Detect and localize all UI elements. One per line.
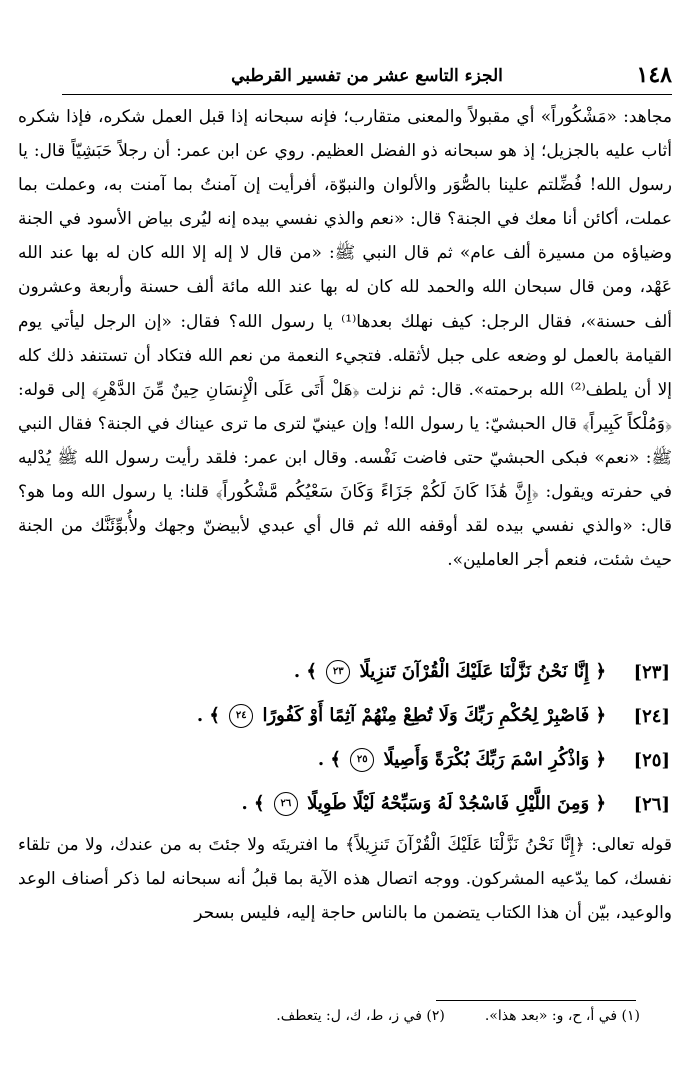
- verse-words: ﴿ وَمِنَ اللَّيْلِ فَاسْجُدْ لَهُ وَسَبِّحْهُ لَيْلًا طَوِيلًا: [307, 793, 606, 814]
- verse-words: ﴿ إِنَّا نَحْنُ نَزَّلْنَا عَلَيْكَ الْقُرْآنَ تَنزِيلًا: [359, 661, 606, 682]
- running-title: الجزء التاسع عشر من تفسير القرطبي: [231, 66, 503, 86]
- verse-words: ﴿ وَاذْكُرِ اسْمَ رَبِّكَ بُكْرَةً وَأَصِيلًا: [383, 749, 606, 770]
- verse-text: [197, 704, 606, 728]
- commentary-paragraph: مجاهد: «مَشْكُوراً» أي مقبولاً والمعنى متقارب؛ فإنه سبحانه إذا قبل العمل شكره، فإذا شكره أثاب عليه بالجزيل؛ إذ هو سبحانه ذو الفضل العظيم. روي عن ابن عمر: أن رجلاً حَبَشِيّاً قال: يا رسول الله! فُضِّلتم علينا بالصُّوَر والألوان والنبوّة، أفرأيت إن آمنتُ بما آمنت به، وعملت بما عملت، أكائن أنا معك في الجنة؟ قال: «نعم والذي نفسي بيده إنه ليُرى بياض الأسود في الجنة وضياؤه من مسيرة ألف عام» ثم قال النبي ﷺ: «من قال لا إله إلا الله كان له بها عند الله عَهْد، ومن قال سبحان الله والحمد لله كان له بها عند الله مائة ألف حسنة وأربعة وعشرون ألف حسنة»، فقال الرجل: كيف نهلك بعدها⁽¹⁾ يا رسول الله؟ فقال: «إن الرجل ليأتي يوم القيامة بالعمل لو وضعه على جبل لأثقله. فتجيء النعمة من نعم الله فتكاد أن تستنفد ذلك كله إلا أن يلطف⁽²⁾ الله برحمته». قال: ثم نزلت ﴿هَلْ أَتَى عَلَى الْإِنسَانِ حِينٌ مِّنَ الدَّهْرِ﴾ إلى قوله: ﴿وَمُلْكاً كَبِيراً﴾ قال الحبشيّ: يا رسول الله! وإن عينيّ لترى ما ترى عيناك في الجنة؟ فقال النبي ﷺ: «نعم» فبكى الحبشيّ حتى فاضت نَفْسه. وقال ابن عمر: فلقد رأيت رسول الله ﷺ يُدْليه في حفرته ويقول: ﴿إِنَّ هَٰذَا كَانَ لَكُمْ جَزَاءً وَكَانَ سَعْيُكُم مَّشْكُوراً﴾ قلنا: يا رسول الله وما هو؟ قال: «والذي نفسي بيده لقد أوقفه الله ثم قال أي عبدي لأبيضنّ وجهك ولأُبوِّئَنَّك من الجنة حيث شئت، فنعم أجر العاملين».: [18, 107, 672, 571]
- commentary-text: [18, 100, 672, 577]
- tafsir-text: [18, 828, 672, 930]
- verse-close: ﴾ .: [241, 793, 265, 814]
- verse-end-marker: ٢٣: [326, 660, 350, 684]
- footnote-2: (٢) في ز، ط، ك، ل: يتعطف.: [276, 1008, 445, 1024]
- page-header: [62, 60, 672, 95]
- verse-line: [40, 782, 670, 826]
- verse-number: [٢٦]: [633, 793, 670, 815]
- verse-line: [40, 738, 670, 782]
- tafsir-paragraph: قوله تعالى: ﴿إِنَّا نَحْنُ نَزَّلْنَا عَلَيْكَ الْقُرْآنَ تَنزِيلاً﴾ ما افتريتَه ولا جئتَ به من عندك، ولا من تلقاء نفسك، كما يدّعيه المشركون. ووجه اتصال هذه الآية بما قبلُ أنه سبحانه لما ذكر أصناف الوعد والوعيد، بيّن أن هذا الكتاب يتضمن ما بالناس حاجة إليه، فليس بسحر: [18, 835, 672, 923]
- verse-close: ﴾ .: [317, 749, 341, 770]
- verse-number: [٢٣]: [633, 661, 670, 683]
- verse-line: [40, 694, 670, 738]
- verse-close: ﴾ .: [196, 705, 220, 726]
- verse-close: ﴾ .: [293, 661, 317, 682]
- footnotes: [60, 1008, 640, 1024]
- verse-line: [40, 650, 670, 694]
- verse-text: [318, 748, 606, 772]
- verse-end-marker: ٢٦: [274, 792, 298, 816]
- verse-text: [294, 660, 606, 684]
- verse-number: [٢٥]: [633, 749, 670, 771]
- verse-number: [٢٤]: [633, 705, 670, 727]
- footnote-1: (١) في أ، ح، و: «بعد هذا».: [484, 1008, 640, 1024]
- verse-block: [40, 650, 670, 826]
- page-number: ١٤٨: [636, 62, 672, 88]
- verse-end-marker: ٢٤: [229, 704, 253, 728]
- footnote-divider: [436, 1000, 636, 1001]
- verse-words: ﴿ فَاصْبِرْ لِحُكْمِ رَبِّكَ وَلَا تُطِعْ مِنْهُمْ آثِمًا أَوْ كَفُورًا: [262, 705, 606, 726]
- verse-text: [242, 792, 607, 816]
- verse-end-marker: ٢٥: [350, 748, 374, 772]
